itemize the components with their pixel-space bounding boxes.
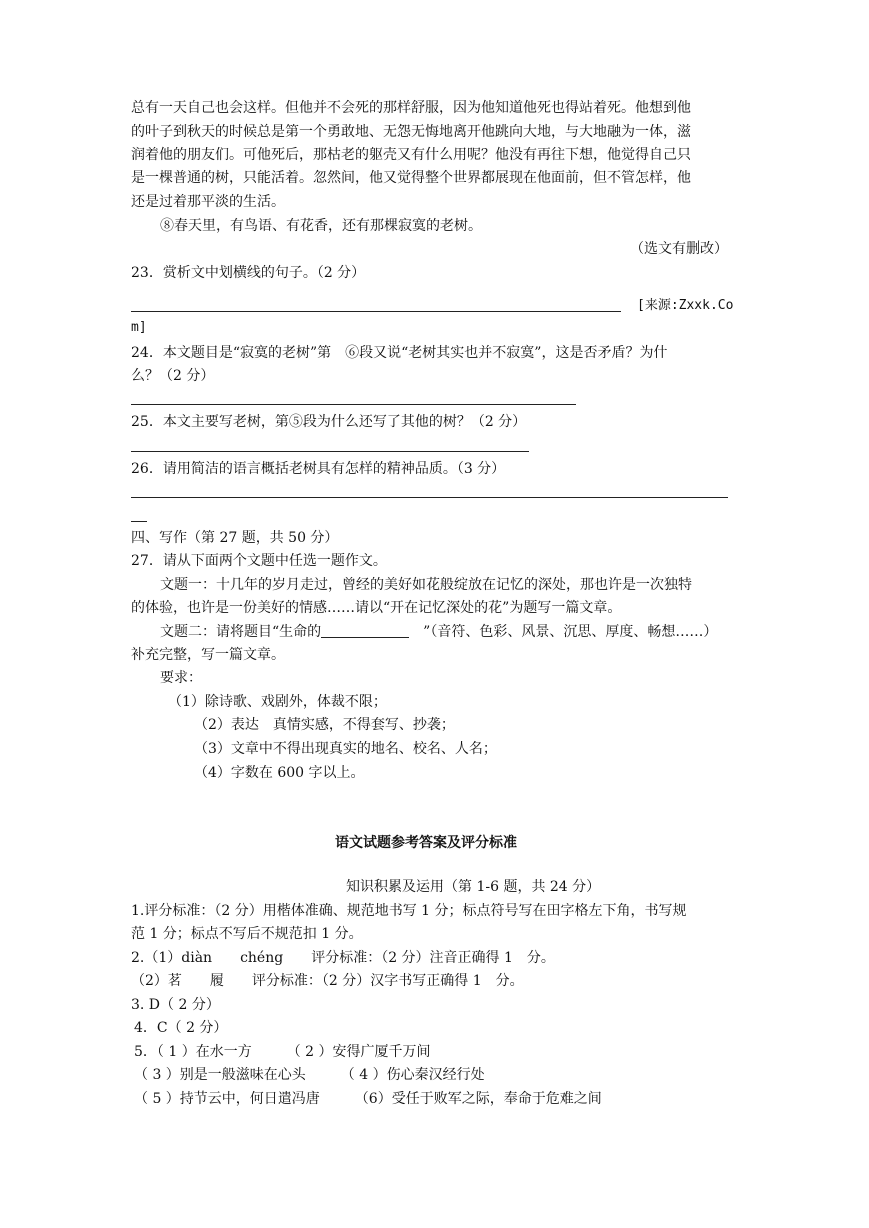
answers-section-heading: 知识积累及运用（第 1-6 题，共 24 分）	[346, 879, 601, 895]
requirement-4: （4）字数在 600 字以上。	[194, 765, 365, 781]
passage-paragraph-8: ⑧春天里，有鸟语、有花香，还有那棵寂寞的老树。	[160, 218, 482, 234]
topic-2	[160, 622, 717, 642]
question-23: 23．赏析文中划横线的句子。（2 分）	[131, 265, 366, 281]
passage-line: 还是过着那平淡的生活。	[131, 194, 285, 210]
answer-line	[131, 404, 576, 405]
source-note: （选文有删改）	[630, 241, 728, 257]
question-24: 24．本文题目是“寂寞的老树”第 ⑥段又说“老树其实也并不寂寞”，这是否矛盾？为什	[131, 345, 668, 361]
question-25: 25．本文主要写老树，第⑤段为什么还写了其他的树？（2 分）	[131, 414, 527, 430]
question-27: 27．请从下面两个文题中任选一题作文。	[131, 553, 387, 569]
answer-line	[131, 451, 529, 452]
answer-line	[131, 311, 621, 312]
answer-2-1: 2.（1）diàn chéng 评分标准：（2 分）注音正确得 1 分。	[131, 950, 555, 966]
writing-heading: 四、写作（第 27 题，共 50 分）	[131, 530, 339, 546]
question-26: 26．请用简洁的语言概括老树具有怎样的精神品质。（3 分）	[131, 461, 506, 477]
requirement-1: （1）除诗歌、戏剧外，体裁不限；	[168, 694, 387, 710]
passage-line: 的叶子到秋天的时候总是第一个勇敢地、无怨无悔地离开他跳向大地，与大地融为一体，滋	[131, 124, 691, 140]
answer-5-line-2: （ 3 ）别是一般滋味在心头 （ 4 ）伤心秦汉经行处	[134, 1067, 485, 1083]
passage-line: 是一棵普通的树，只能活着。忽然间，他又觉得整个世界都展现在他面前，但不管怎样，他	[131, 170, 691, 186]
answer-1: 1.评分标准：（2 分）用楷体准确、规范地书写 1 分；标点符号写在田字格左下角，书写规	[131, 903, 687, 919]
source-tag-continued: m]	[131, 320, 147, 335]
answers-title: 语文试题参考答案及评分标准	[335, 835, 517, 851]
topic-2-continued: 补充完整，写一篇文章。	[131, 647, 285, 663]
answer-3: 3. D（ 2 分）	[131, 997, 220, 1013]
topic-2-prefix: 文题二：请将题目“生命的	[160, 624, 322, 640]
answer-4: 4．C（ 2 分）	[134, 1020, 228, 1036]
passage-line: 总有一天自己也会这样。但他并不会死的那样舒服，因为他知道他死也得站着死。他想到他	[131, 100, 691, 116]
answer-line	[131, 497, 728, 498]
answer-5-line-1: 5．（ 1 ）在水一方 （ 2 ）安得广厦千万间	[134, 1044, 431, 1060]
topic-2-suffix: ”（音符、色彩、风景、沉思、厚度、畅想……）	[423, 624, 718, 640]
source-tag: [来源:Zxxk.Co	[637, 298, 734, 313]
requirement-3: （3）文章中不得出现真实的地名、校名、人名；	[194, 741, 497, 757]
question-24-continued: 么？（2 分）	[131, 368, 215, 384]
requirements-label: 要求：	[160, 670, 202, 686]
requirement-2: （2）表达 真情实感，不得套写、抄袭；	[194, 717, 455, 733]
answer-2-2: （2）茗 履 评分标准：（2 分）汉字书写正确得 1 分。	[131, 973, 524, 989]
passage-line: 润着他的朋友们。可他死后，那枯老的躯壳又有什么用呢？他没有再往下想，他觉得自己只	[131, 147, 691, 163]
topic-1-continued: 的体验，也许是一份美好的情感……请以“开在记忆深处的花”为题写一篇文章。	[131, 600, 622, 616]
fill-in-blank	[321, 623, 409, 638]
topic-1: 文题一：十几年的岁月走过，曾经的美好如花般绽放在记忆的深处，那也许是一次独特	[160, 577, 692, 593]
answer-line-short	[131, 521, 147, 522]
answer-1-continued: 范 1 分；标点不写后不规范扣 1 分。	[131, 926, 363, 942]
answer-5-line-3: （ 5 ）持节云中，何日遣冯唐 （6）受任于败军之际，奉命于危难之间	[134, 1091, 602, 1107]
